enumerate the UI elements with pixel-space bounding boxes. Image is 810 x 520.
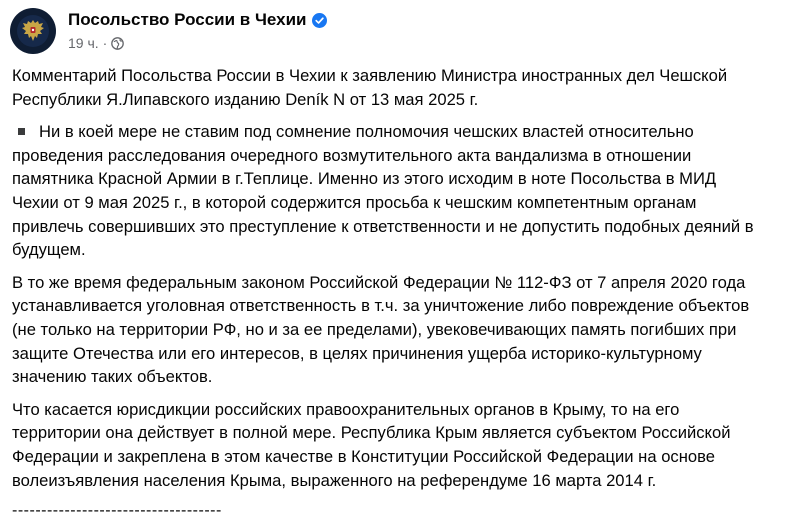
text-line: будущем. — [12, 240, 86, 260]
paragraph-intro — [12, 64, 810, 111]
text-line: Республики Я.Липавского изданию Deník N от 13 мая 2025 г. — [12, 89, 479, 109]
paragraph-bullet — [12, 120, 810, 262]
text-line: устанавливается уголовная ответственность в т.ч. за уничтожение либо повреждение объектов — [12, 296, 750, 316]
text-divider: ------------------------------------ — [12, 502, 222, 519]
text-line: Федерации и закреплена в этом качестве в Конституции Российской Федерации на основе — [12, 446, 715, 466]
verified-badge-icon — [312, 13, 327, 28]
text-line: привлечь совершивших это преступление к ответственности и не допустить подобных деяний в — [12, 216, 754, 236]
post-meta — [68, 9, 327, 52]
author-name-link[interactable]: Посольство России в Чехии — [68, 10, 307, 29]
globe-icon[interactable] — [111, 37, 124, 50]
square-bullet-icon — [18, 128, 25, 135]
timestamp-link[interactable]: 19 ч. — [68, 35, 99, 51]
author-row — [68, 9, 327, 31]
text-line: проведения расследования очередного возмутительного акта вандализма в отношении — [12, 145, 692, 165]
paragraph-law — [12, 271, 810, 389]
text-line: Чехии от 9 мая 2025 г., в которой содержится просьба к чешским компетентным органам — [12, 192, 697, 212]
text-line: Что касается юрисдикции российских правоохранительных органов в Крыму, то на его — [12, 399, 680, 419]
meta-separator: · — [102, 35, 108, 51]
text-line-bulleted — [12, 120, 810, 144]
text-line: В то же время федеральным законом Российской Федерации № 112-ФЗ от 7 апреля 2020 года — [12, 272, 746, 292]
avatar[interactable] — [10, 8, 56, 54]
text-line: волеизъявления населения Крыма, выраженного на референдуме 16 марта 2014 г. — [12, 470, 657, 490]
text-line: памятника Красной Армии в г.Теплице. Именно из этого исходим в ноте Посольства в МИД — [12, 169, 717, 189]
post-body — [12, 64, 810, 501]
text-line: Ни в коей мере не ставим под сомнение полномочия чешских властей относительно — [39, 122, 694, 142]
text-line: Комментарий Посольства России в Чехии к заявлению Министра иностранных дел Чешской — [12, 66, 728, 85]
text-line: территории она действует в полной мере. Республика Крым является субъектом Российской — [12, 423, 731, 443]
paragraph-crimea — [12, 398, 810, 492]
text-line: защите Отечества или его интересов, в целях причинения ущерба историко-культурному — [12, 343, 702, 363]
text-line: значению таких объектов. — [12, 367, 213, 387]
text-line: (не только на территории РФ, но и за ее пределами), увековечивающих память погибших при — [12, 319, 737, 339]
timestamp-row — [68, 34, 327, 52]
russian-coat-of-arms-icon — [16, 14, 50, 48]
post-header — [10, 8, 327, 58]
